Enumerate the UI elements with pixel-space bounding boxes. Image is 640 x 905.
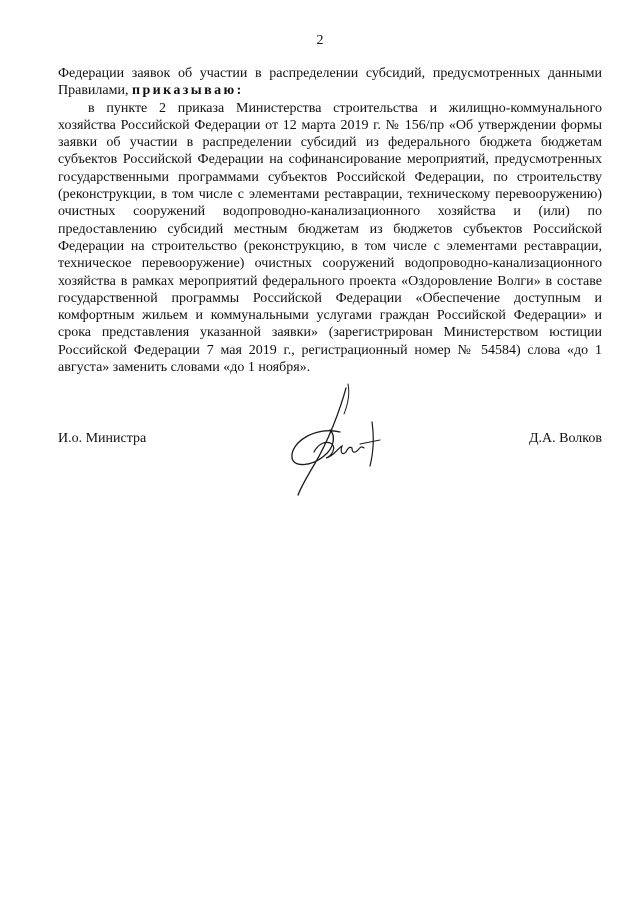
signatory-position: И.о. Министра bbox=[58, 431, 147, 446]
paragraph-intro-text: Федерации заявок об участии в распределении субсидий, предусмотренных данными Правилами, bbox=[58, 66, 602, 99]
order-word: приказываю: bbox=[131, 83, 244, 99]
document-body bbox=[58, 65, 602, 376]
page-number: 2 bbox=[316, 33, 324, 48]
handwritten-signature bbox=[276, 370, 406, 500]
paragraph-intro bbox=[58, 65, 602, 100]
paragraph-amendment: в пункте 2 приказа Министерства строительства и жилищно-коммунального хозяйства Российской Федерации от 12 марта 2019 г. № 156/пр «Об утверждении формы заявки об участии в распределении субсидий из федерального бюджета бюджетам субъектов Российской Федерации на софинансирование мероприятий, предусмотренных государственными программами субъектов Российской Федерации, по строительству (реконструкции, в том числе с элементами реставрации, техническому перевооружению) очистных сооружений водопроводно-канализационного хозяйства и (или) по предоставлению субсидий местным бюджетам из бюджетов субъектов Российской Федерации на строительство (реконструкцию, в том числе с элементами реставрации, техническое перевооружение) очистных сооружений водопроводно-канализационного хозяйства в рамках мероприятий федерального проекта «Оздоровление Волги» в составе государственной программы Российской Федерации «Обеспечение доступным и комфортным жильем и коммунальными услугами граждан Российской Федерации» и срока представления указанной заявки» (зарегистрирован Министерством юстиции Российской Федерации 7 мая 2019 г., регистрационный номер № 54584) слова «до 1 августа» заменить словами «до 1 ноября». bbox=[58, 100, 602, 376]
signatory-name: Д.А. Волков bbox=[528, 431, 602, 446]
